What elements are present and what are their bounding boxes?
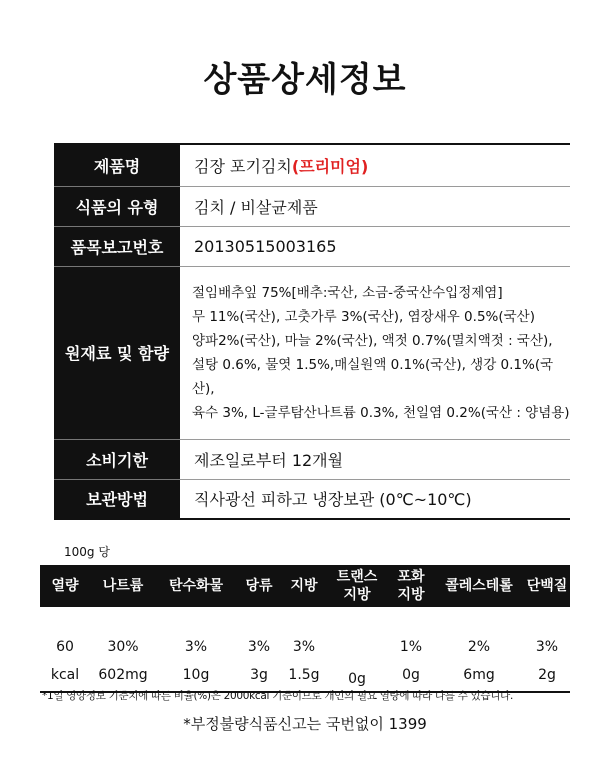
header-calories: 열량 (40, 565, 90, 607)
report-number-value: 20130515003165 (180, 226, 570, 266)
ingredients-row (54, 266, 570, 439)
percent-sodium: 30% (107, 639, 139, 655)
header-sat-fat-line1: 포화 (397, 569, 425, 585)
expiry-label: 소비기한 (54, 439, 180, 479)
food-type-value: 김치 / 비살균제품 (180, 186, 570, 226)
percent-sat-fat: 1% (399, 639, 423, 655)
food-type-row (54, 186, 570, 226)
food-type-label: 식품의 유형 (54, 186, 180, 226)
header-sat-fat (388, 565, 434, 607)
ingredients-line: 육수 3%, L-글루탐산나트륨 0.3%, 천일염 0.2%(국산 : 양념용) (192, 404, 570, 421)
amount-protein: 2g (538, 667, 556, 683)
nutrition-footnote: *1일 영양정보 기준치에 따른 비율(%)은 2000kcal 기준이므로 개인의 필요 열량에 따라 다를 수 있습니다. (42, 690, 514, 702)
nutrition-percent-row (40, 607, 570, 659)
header-protein: 단백질 (524, 565, 570, 607)
product-name-value: 김장 포기김치 (194, 156, 292, 176)
ingredients-line: 양파2%(국산), 마늘 2%(국산), 액젓 0.7%(멸치액젓 : 국산), (192, 332, 553, 349)
report-number-label: 품목보고번호 (54, 226, 180, 266)
product-info-table (54, 143, 570, 520)
amount-sodium: 602mg (98, 667, 148, 683)
nutrition-table (40, 565, 570, 693)
header-fat: 지방 (282, 565, 326, 607)
percent-protein: 3% (535, 639, 559, 655)
header-cholesterol: 콜레스테롤 (434, 565, 524, 607)
product-name-row (54, 144, 570, 186)
header-trans-fat (326, 565, 388, 607)
ingredients-list (180, 266, 570, 439)
expiry-value: 제조일로부터 12개월 (180, 439, 570, 479)
product-name-cell (180, 144, 570, 186)
header-sat-fat-line2: 지방 (397, 587, 425, 603)
percent-calories: 60 (56, 639, 74, 655)
header-trans-fat-line1: 트랜스 (336, 569, 378, 585)
amount-fat: 1.5g (288, 667, 320, 683)
storage-row (54, 479, 570, 519)
header-trans-fat-line2: 지방 (343, 587, 371, 603)
amount-sugar: 3g (250, 667, 268, 683)
ingredients-label: 원재료 및 함량 (54, 266, 180, 439)
report-hotline: *부정불량식품신고는 국번없이 1399 (183, 715, 427, 733)
page-title: 상품상세정보 (203, 60, 407, 100)
ingredients-line: 절임배추잎 75%[배추:국산, 소금-중국산수입정제염] (192, 284, 503, 301)
amount-cholesterol: 6mg (463, 667, 495, 683)
expiry-row (54, 439, 570, 479)
percent-carbs: 3% (184, 639, 208, 655)
nutrition-unit-note: 100g 당 (64, 545, 110, 559)
amount-calories: kcal (50, 667, 80, 683)
header-sodium: 나트륨 (90, 565, 156, 607)
nutrition-header-row (40, 565, 570, 607)
percent-sugar: 3% (247, 639, 271, 655)
percent-fat: 3% (292, 639, 316, 655)
amount-carbs: 10g (182, 667, 210, 683)
header-carbs: 탄수화물 (156, 565, 236, 607)
header-sugar: 당류 (236, 565, 282, 607)
storage-value: 직사광선 피하고 냉장보관 (0℃~10℃) (180, 479, 570, 519)
amount-sat-fat: 0g (402, 667, 420, 683)
ingredients-line: 무 11%(국산), 고춧가루 3%(국산), 염장새우 0.5%(국산) (192, 308, 535, 325)
ingredients-line: 설탕 0.6%, 물엿 1.5%,매실원액 0.1%(국산), 생강 0.1%(국산), (192, 356, 554, 397)
percent-cholesterol: 2% (467, 639, 491, 655)
report-number-row (54, 226, 570, 266)
premium-badge: (프리미엄) (291, 156, 369, 176)
storage-label: 보관방법 (54, 479, 180, 519)
product-name-label: 제품명 (54, 144, 180, 186)
trans-fat-value: 0g (348, 671, 366, 687)
